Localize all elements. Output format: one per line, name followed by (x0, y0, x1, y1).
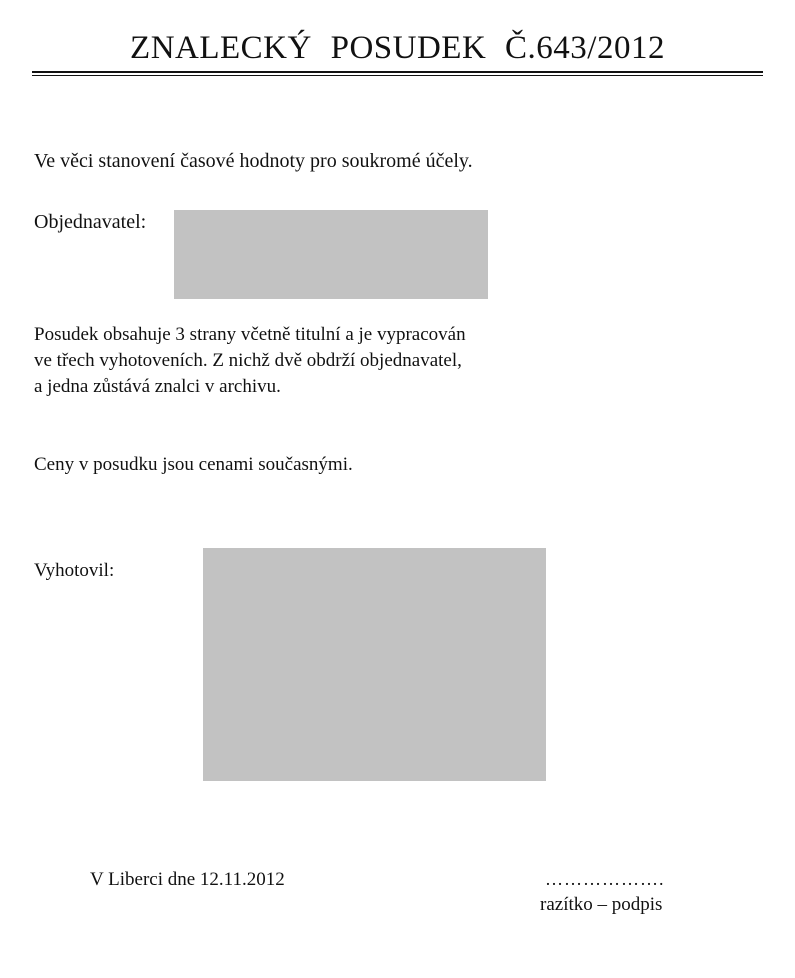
signature-label: razítko – podpis (540, 894, 663, 915)
client-label: Objednavatel: (34, 211, 147, 233)
content-paragraph (34, 322, 466, 400)
content-line-1: Posudek obsahuje 3 strany včetně titulní a je vypracován (34, 324, 466, 345)
title-double-rule-bottom (32, 75, 763, 76)
subject-line: Ve věci stanovení časové hodnoty pro soukromé účely. (34, 150, 473, 172)
author-redaction-box (203, 548, 546, 781)
author-label: Vyhotovil: (34, 560, 115, 581)
signature-dots: ………………. (545, 869, 665, 889)
client-redaction-box (174, 210, 488, 299)
document-title: ZNALECKÝ POSUDEK Č.643/2012 (130, 30, 665, 66)
title-double-rule-top (32, 71, 763, 73)
content-line-3: a jedna zůstává znalci v archivu. (34, 376, 281, 397)
prices-note: Ceny v posudku jsou cenami současnými. (34, 454, 353, 475)
content-line-2: ve třech vyhotoveních. Z nichž dvě obdrží objednavatel, (34, 350, 462, 371)
place-date: V Liberci dne 12.11.2012 (90, 869, 285, 890)
